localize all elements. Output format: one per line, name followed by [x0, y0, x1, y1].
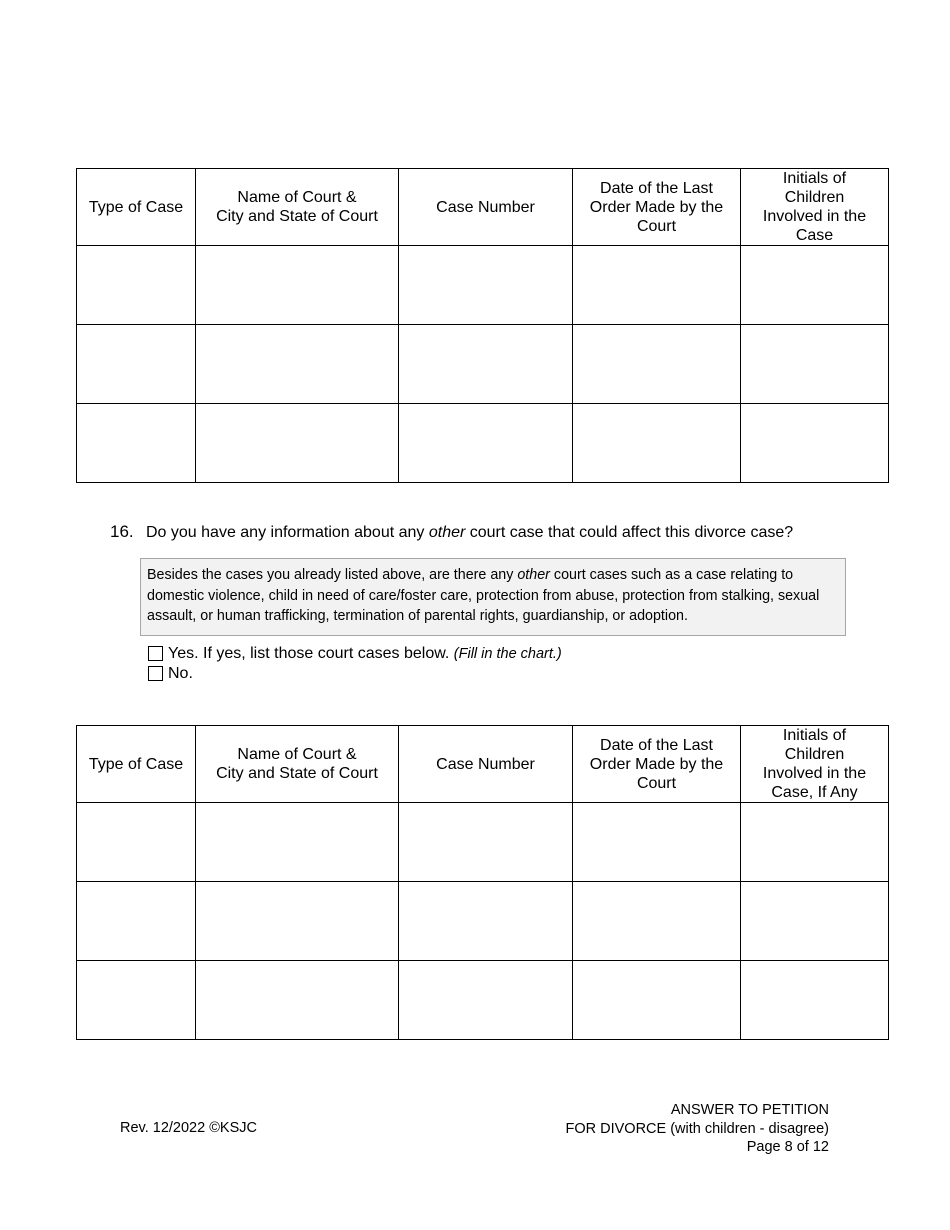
info-box: [140, 558, 846, 636]
cell-case-number[interactable]: [399, 246, 573, 325]
info-text-start: Besides the cases you already listed above, are there any: [147, 567, 518, 583]
cell-case-number[interactable]: [399, 803, 573, 882]
cell-date-last-order[interactable]: [573, 961, 741, 1040]
court-cases-table-1: [76, 168, 889, 483]
footer-form-title-line2: FOR DIVORCE (with children - disagree): [565, 1120, 829, 1137]
cell-case-number[interactable]: [399, 325, 573, 404]
cell-date-last-order[interactable]: [573, 882, 741, 961]
header-type-of-case: Type of Case: [77, 169, 196, 246]
table-row: [77, 404, 889, 483]
cell-initials-children[interactable]: [741, 961, 889, 1040]
cell-date-last-order[interactable]: [573, 246, 741, 325]
info-text-end: court cases such as a case relating to domestic violence, child in need of care/foster care, protection from abuse, protection from stalking, sexual assault, or human trafficking, termination of parental rights, guardianship, or adoption.: [147, 567, 820, 624]
cell-type-of-case[interactable]: [77, 803, 196, 882]
cell-case-number[interactable]: [399, 404, 573, 483]
footer-revision: Rev. 12/2022 ©KSJC: [120, 1120, 257, 1136]
option-yes-label: Yes. If yes, list those court cases below.: [168, 645, 450, 662]
cell-date-last-order[interactable]: [573, 404, 741, 483]
footer-form-info: [566, 1101, 830, 1157]
header-date-last-order: Date of the Last Order Made by the Court: [573, 169, 741, 246]
cell-date-last-order[interactable]: [573, 325, 741, 404]
header-initials-children: Initials of Children Involved in the Case, If Any: [741, 726, 889, 803]
cell-case-number[interactable]: [399, 961, 573, 1040]
cell-initials-children[interactable]: [741, 404, 889, 483]
cell-name-of-court[interactable]: [196, 325, 399, 404]
header-case-number: Case Number: [399, 169, 573, 246]
table-header-row: [77, 726, 889, 803]
question-text-start: Do you have any information about any: [146, 524, 429, 541]
table-row: [77, 325, 889, 404]
question-number: 16.: [110, 522, 134, 541]
cell-name-of-court[interactable]: [196, 246, 399, 325]
court-cases-table-2: [76, 725, 889, 1040]
question-text-emphasis: other: [428, 524, 466, 541]
table-row: [77, 882, 889, 961]
cell-type-of-case[interactable]: [77, 246, 196, 325]
footer-form-title-line1: ANSWER TO PETITION: [670, 1102, 829, 1118]
header-case-number: Case Number: [399, 726, 573, 803]
cell-type-of-case[interactable]: [77, 404, 196, 483]
cell-initials-children[interactable]: [741, 803, 889, 882]
cell-name-of-court[interactable]: [196, 961, 399, 1040]
table-row: [77, 961, 889, 1040]
option-yes-hint: (Fill in the chart.): [453, 646, 562, 662]
option-yes: [148, 645, 562, 663]
cell-name-of-court[interactable]: [196, 803, 399, 882]
cell-name-of-court[interactable]: [196, 404, 399, 483]
cell-name-of-court[interactable]: [196, 882, 399, 961]
cell-case-number[interactable]: [399, 882, 573, 961]
yes-checkbox[interactable]: [148, 646, 163, 661]
cell-type-of-case[interactable]: [77, 325, 196, 404]
cell-initials-children[interactable]: [741, 325, 889, 404]
header-name-of-court: Name of Court & City and State of Court: [196, 726, 399, 803]
header-date-last-order: Date of the Last Order Made by the Court: [573, 726, 741, 803]
cell-type-of-case[interactable]: [77, 961, 196, 1040]
footer-page-number: Page 8 of 12: [746, 1139, 829, 1155]
info-text-emphasis: other: [517, 567, 550, 583]
cell-initials-children[interactable]: [741, 246, 889, 325]
question-text-end: court case that could affect this divorce case?: [465, 524, 794, 541]
table-row: [77, 803, 889, 882]
option-no: [148, 665, 193, 683]
option-no-label: No.: [168, 665, 193, 682]
no-checkbox[interactable]: [148, 666, 163, 681]
header-name-of-court: Name of Court & City and State of Court: [196, 169, 399, 246]
cell-initials-children[interactable]: [741, 882, 889, 961]
cell-date-last-order[interactable]: [573, 803, 741, 882]
header-type-of-case: Type of Case: [77, 726, 196, 803]
table-row: [77, 246, 889, 325]
table-header-row: [77, 169, 889, 246]
question-16: [110, 522, 793, 542]
cell-type-of-case[interactable]: [77, 882, 196, 961]
header-initials-children: Initials of Children Involved in the Case: [741, 169, 889, 246]
